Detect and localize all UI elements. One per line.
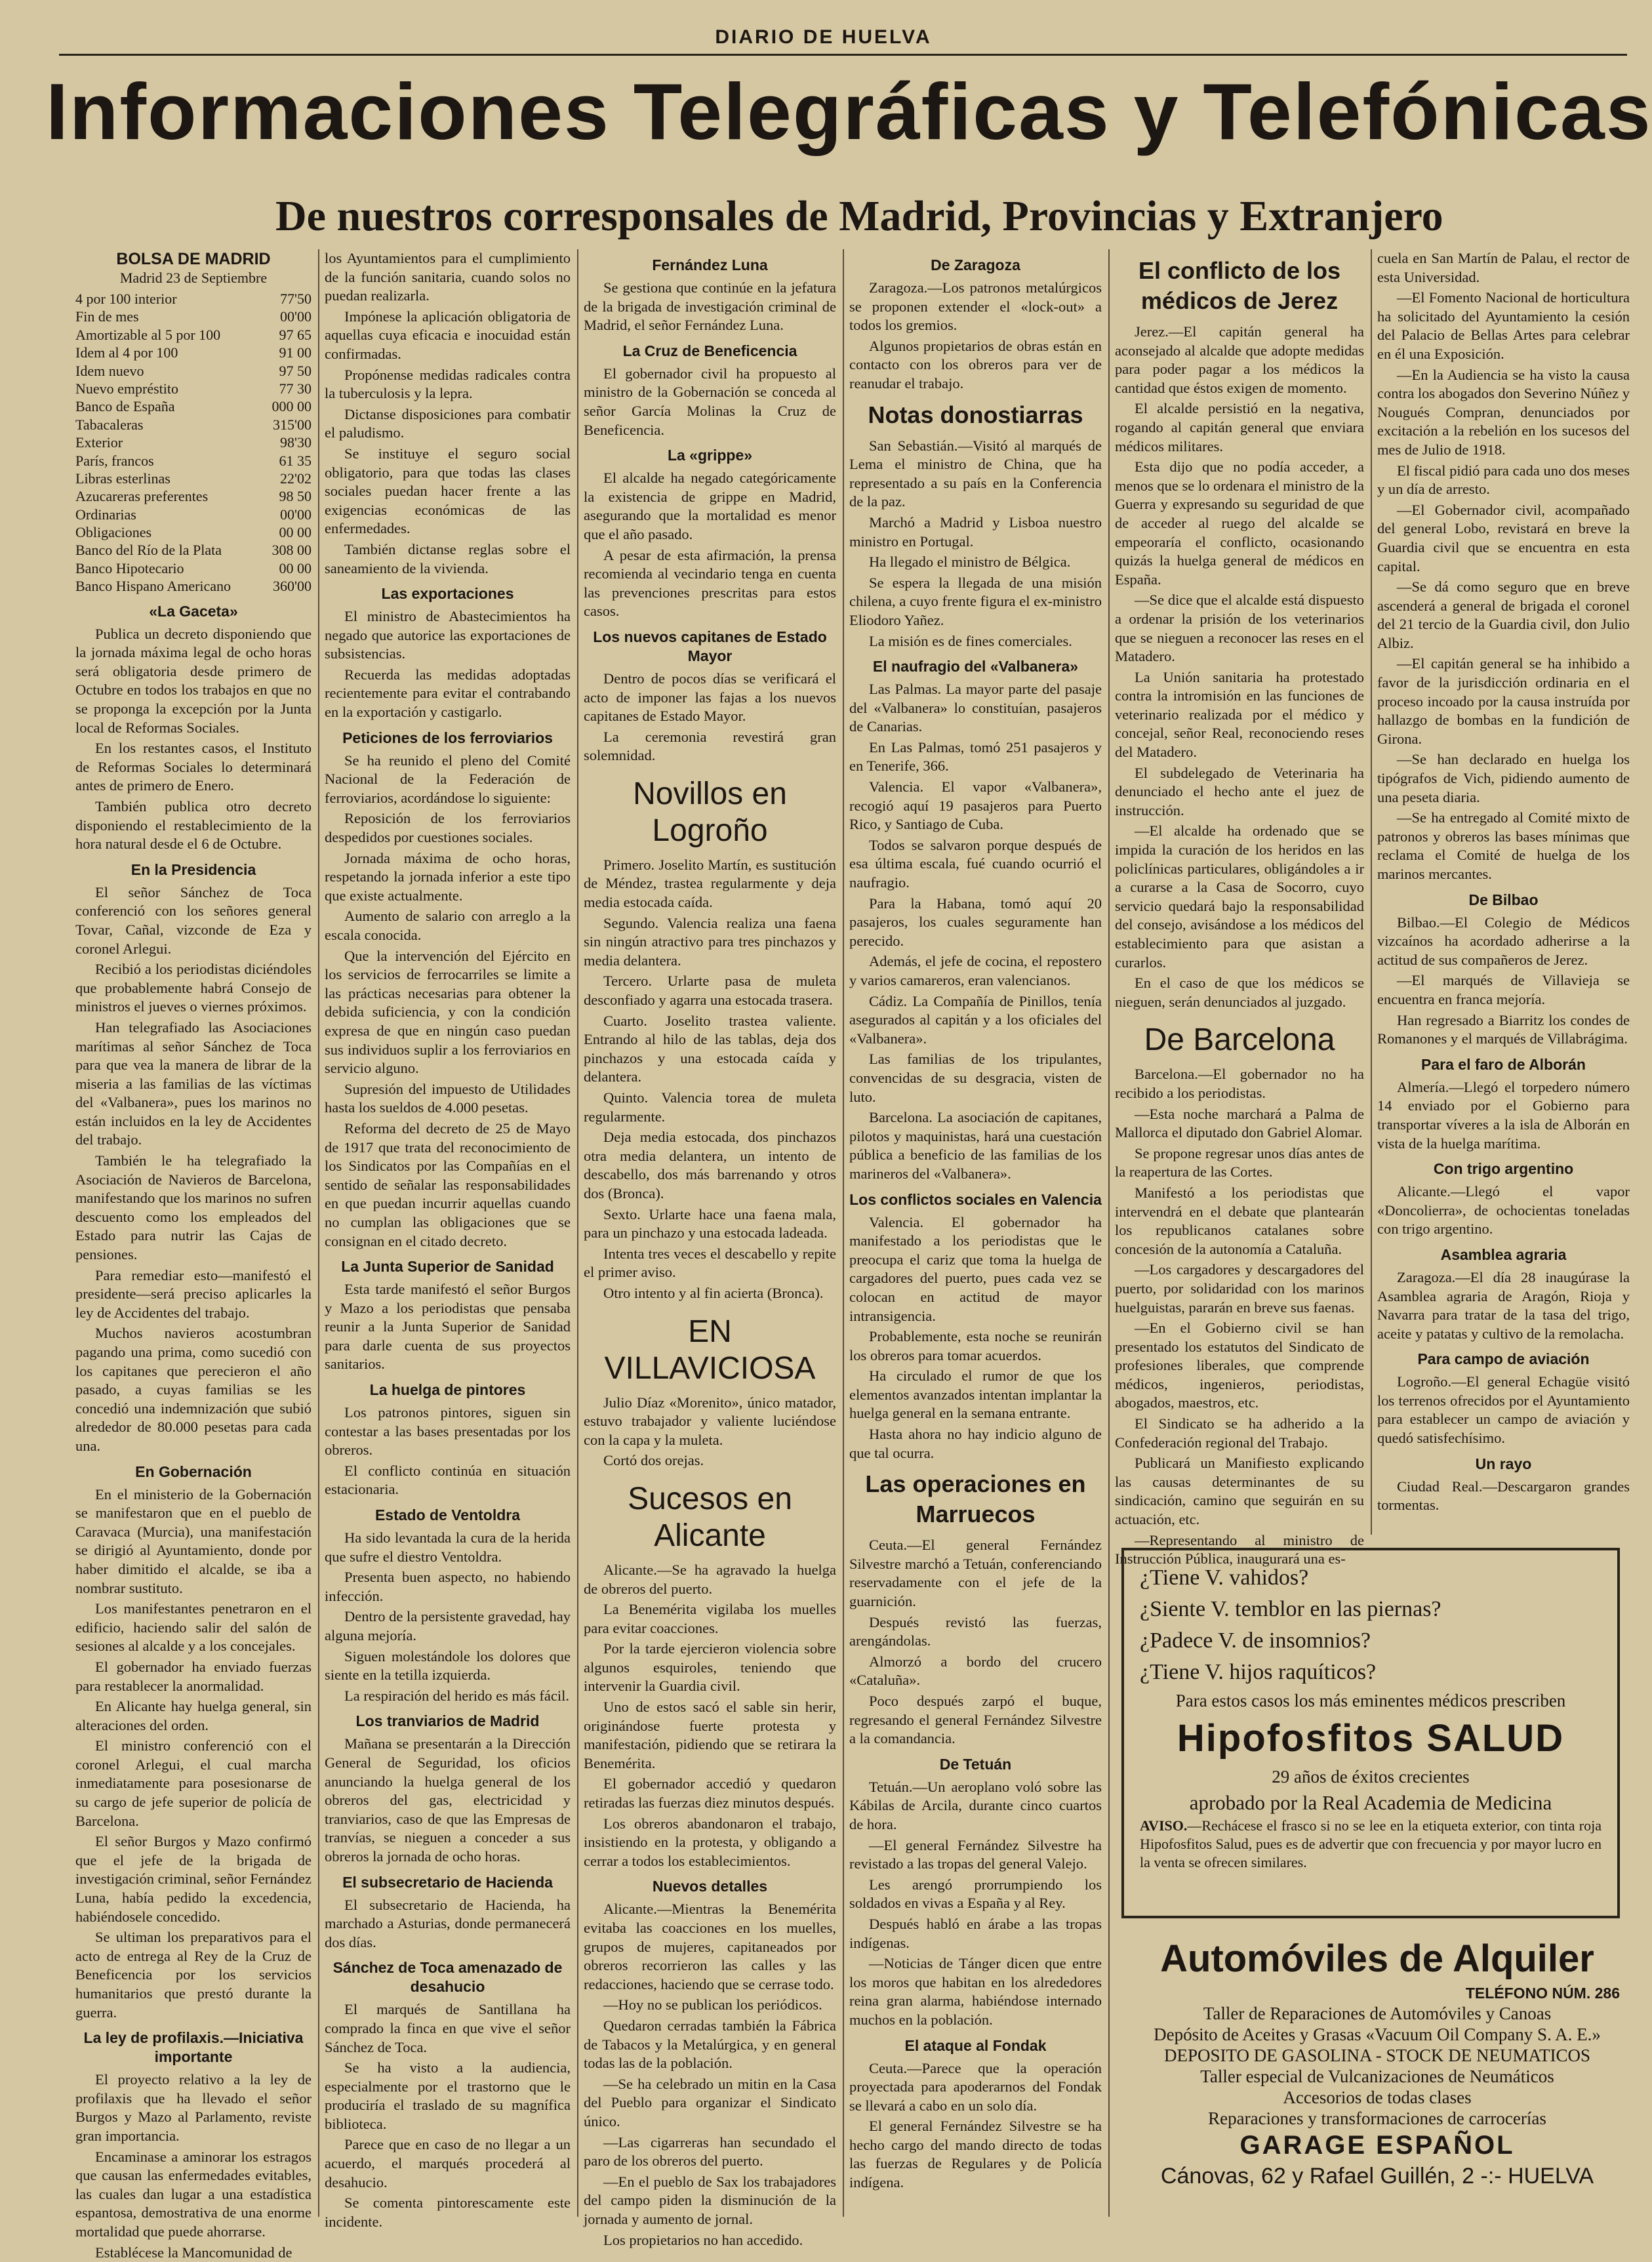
article-paragraph: Hasta ahora no hay indicio alguno de que tal ocurra. — [849, 1426, 1102, 1461]
article-heading: En la Presidencia — [131, 860, 256, 878]
article-paragraph: Han regresado a Biarritz los condes de Romanones y el marqués de Villabrágima. — [1377, 1011, 1630, 1047]
article-paragraph: El marqués de Santillana ha comprado la finca en que vive el señor Sánchez de Toca. — [325, 2001, 571, 2055]
column-divider — [318, 249, 319, 2217]
bolsa-row-label: Tabacaleras — [75, 416, 144, 433]
ad-aviso-text: —Rechácese el frasco si no se lee en la etiqueta exterior, con tinta roja Hipofosfitos Salud, pues es de advertir que con frecuencia y por mayor lucro en la venta se ofrecen similares. — [1140, 1817, 1602, 1870]
article-heading: Para el faro de Alborán — [1421, 1055, 1586, 1073]
article-heading: Un rayo — [1475, 1455, 1532, 1472]
article-paragraph: En Alicante hay huelga general, sin alteraciones del orden. — [75, 1698, 312, 1733]
article-paragraph: El gobernador civil ha propuesto al ministro de la Gobernación se conceda al señor García Molinas la Cruz de Beneficencia. — [584, 365, 836, 438]
bolsa-row-value: 97 65 — [279, 326, 312, 343]
article-paragraph: Almería.—Llegó el torpedero número 14 enviado por el Gobierno para transportar víveres a la isla de Alborán en vista de la huelga marítima. — [1377, 1078, 1630, 1152]
bolsa-row-label: Banco de España — [75, 398, 175, 415]
article-paragraph: Quinto. Valencia torea de muleta regularmente. — [584, 1089, 836, 1125]
ad-auto-line: Depósito de Aceites y Grasas «Vacuum Oil Company S. A. E.» — [1154, 2025, 1601, 2044]
article-heading: La «grippe» — [667, 447, 753, 464]
article-paragraph: Otro intento y al fin acierta (Bronca). — [603, 1284, 824, 1301]
bolsa-row-value: 22'02 — [280, 470, 312, 487]
article-paragraph: Cortó dos orejas. — [603, 1452, 704, 1469]
article-paragraph: —El capitán general se ha inhibido a favor de la jurisdicción ordinaria en el proceso incoado por la causa instruída por hallazgo de bombas en la fundición de Girona. — [1377, 655, 1630, 747]
article-paragraph: Jerez.—El capitán general ha aconsejado al alcalde que adopte medidas para poder pagar a los médicos la cantidad que éstos exigen de momento. — [1115, 323, 1364, 396]
article-paragraph: El alcalde ha negado categóricamente la existencia de grippe en Madrid, asegurando que la mortalidad es menor que el año pasado. — [584, 470, 836, 542]
article-heading: El naufragio del «Valbanera» — [872, 658, 1079, 676]
article-paragraph: Esta dijo que no podía acceder, a menos que se lo ordenara el ministro de la Guerra y expresando su seguridad de que de acceder al ruego del alcalde se empeoraría el conflicto, ocasionando quizás la huelga general de médicos en España. — [1115, 458, 1364, 588]
bolsa-row — [75, 523, 312, 541]
article-paragraph: Cuarto. Joselito trastea valiente. Entrando al hilo de las tablas, deja dos pinchazos y una estocada caída y delantera. — [584, 1012, 836, 1085]
bolsa-row — [75, 416, 312, 434]
bolsa-row-value: 00'00 — [280, 308, 312, 325]
article-heading: EN VILLAVICIOSA — [604, 1314, 816, 1386]
column-3 — [584, 249, 836, 2248]
article-heading: Las exportaciones — [381, 585, 514, 603]
article-paragraph: En los restantes casos, el Instituto de Reformas Sociales lo determinará antes de primero de Enero. — [75, 740, 312, 794]
article-paragraph: El gobernador accedió y quedaron retiradas las fuerzas diez minutos después. — [584, 1775, 836, 1811]
column-1-body — [75, 602, 312, 2262]
bolsa-row-value: 77 30 — [279, 380, 312, 397]
article-heading: La ley de profilaxis.—Iniciativa importante — [83, 2029, 304, 2066]
article-heading: Notas donostiarras — [868, 401, 1083, 428]
article-paragraph: Impónese la aplicación obligatoria de aquellas cuya eficacia e inocuidad están confirmadas. — [325, 308, 571, 362]
ad-auto-line: Taller de Reparaciones de Automóviles y Canoas — [1203, 2004, 1552, 2023]
article-paragraph: Establécese la Mancomunidad de — [95, 2244, 292, 2261]
article-paragraph: Después habló en árabe a las tropas indígenas. — [849, 1915, 1102, 1951]
article-paragraph: Han telegrafiado las Asociaciones marítimas al señor Sánchez de Toca para que vea la manera de librar de la miseria a las familias de las víctimas del «Valbanera», pues los marinos no están incluidos en la ley de Accidentes del trabajo. — [75, 1019, 312, 1148]
ad-question: ¿Tiene V. hijos raquíticos? — [1140, 1660, 1377, 1684]
article-paragraph: —Se han declarado en huelga los tipógrafos de Vich, pidiendo aumento de una peseta diaria. — [1377, 751, 1630, 805]
article-paragraph: Se instituye el seguro social obligatorio, para que todas las clases sociales puedan hacer frente a las exigencias económicas de las enfermedades. — [325, 445, 571, 537]
article-paragraph: Se ha reunido el pleno del Comité Nacional de la Federación de ferroviarios, acordándose lo siguiente: — [325, 752, 571, 806]
bolsa-row-label: Fin de mes — [75, 308, 139, 325]
article-paragraph: —El marqués de Villavieja se encuentra en franca mejoría. — [1377, 972, 1630, 1007]
column-4 — [849, 249, 1102, 2213]
article-paragraph: A pesar de esta afirmación, la prensa recomienda al vecindario tenga en cuenta las prevenciones prescritas para estos casos. — [584, 546, 836, 620]
article-paragraph: —El Gobernador civil, acompañado del general Lobo, revistará en breve la Guardia civil que se encuentra en esta capital. — [1377, 501, 1630, 575]
article-paragraph: —En el Gobierno civil se han presentado los estatutos del Sindicato de profesiones liberales, que comprende médicos, ingenieros, periodistas, abogados, maestros, etc. — [1115, 1320, 1364, 1411]
article-paragraph: La misión es de fines comerciales. — [869, 632, 1072, 649]
article-paragraph: Aumento de salario con arreglo a la escala conocida. — [325, 908, 571, 943]
bolsa-row-label: Libras esterlinas — [75, 470, 171, 487]
article-paragraph: El proyecto relativo a la ley de profilaxis que ha llevado el señor Burgos y Mazo al Parlamento, reviste gran importancia. — [75, 2071, 312, 2144]
ad-auto-line: Taller especial de Vulcanizaciones de Neumáticos — [1200, 2067, 1554, 2086]
bolsa-row-label: Banco del Río de la Plata — [75, 542, 222, 559]
article-paragraph: Segundo. Valencia realiza una faena sin ningún atractivo para tres pinchazos y media delantera. — [584, 914, 836, 969]
article-heading: La Cruz de Beneficencia — [622, 342, 797, 359]
bolsa-row-label: 4 por 100 interior — [75, 291, 177, 307]
article-paragraph: Intenta tres veces el descabello y repite el primer aviso. — [584, 1245, 836, 1281]
article-paragraph: La respiración del herido es más fácil. — [344, 1687, 569, 1704]
column-6-body — [1377, 249, 1630, 1515]
article-paragraph: Las Palmas. La mayor parte del pasaje del «Valbanera» lo constituían, pasajeros de Canarias. — [849, 681, 1102, 735]
bolsa-row-label: Ordinarias — [75, 506, 136, 523]
article-paragraph: Bilbao.—El Colegio de Médicos vizcaínos ha acordado adherirse a la actitud de sus compañeros de Jerez. — [1377, 914, 1630, 968]
bolsa-row-value: 00'00 — [280, 506, 312, 523]
bolsa-row — [75, 434, 312, 451]
bolsa-row-value: 98'30 — [280, 434, 312, 451]
bolsa-row — [75, 344, 312, 361]
article-heading: Sánchez de Toca amenazado de desahucio — [332, 1959, 563, 1996]
article-paragraph: —Se dá como seguro que en breve ascenderá a general de brigada el coronel del 21 tercio de la Guardia civil, don Julio Albiz. — [1377, 578, 1630, 651]
bolsa-row-value: 98 50 — [279, 488, 312, 505]
ad-aviso — [1140, 1817, 1602, 1872]
article-paragraph: El gobernador ha enviado fuerzas para restablecer la anormalidad. — [75, 1658, 312, 1694]
article-paragraph: El fiscal pidió para cada uno dos meses y un día de arresto. — [1377, 462, 1630, 498]
article-paragraph: Todos se salvaron porque después de esa última escala, fué cuando ocurrió el naufragio. — [849, 836, 1102, 891]
article-paragraph: Supresión del impuesto de Utilidades hasta los sueldos de 4.000 pesetas. — [325, 1080, 571, 1116]
article-paragraph: Las familias de los tripulantes, convencidas de su desgracia, visten de luto. — [849, 1051, 1102, 1105]
article-paragraph: Deja media estocada, dos pinchazos otra media delantera, un intento de descabello, dos más barrenando y otros dos (Bronca). — [584, 1129, 836, 1202]
article-paragraph: Recibió a los periodistas diciéndoles que probablemente habrá Consejo de ministros el jueves o viernes próximos. — [75, 961, 312, 1015]
article-heading: Asamblea agraria — [1440, 1245, 1567, 1263]
article-paragraph: Zaragoza.—Los patronos metalúrgicos se proponen extender el «lock-out» a todos los gremios. — [849, 279, 1102, 334]
article-paragraph: Alicante.—Mientras la Benemérita evitaba las coacciones en los muelles, grupos de mujeres, capitaneados por obreros recorrieron las calles y las redacciones, haciendo que se cerrase todo. — [584, 1901, 836, 1992]
article-paragraph: Valencia. El vapor «Valbanera», recogió aquí 19 pasajeros para Puerto Rico, y Santiago de Cuba. — [849, 778, 1102, 833]
article-paragraph: Para remediar esto—manifestó el presidente—será preciso aplicarles la ley de Accidentes del trabajo. — [75, 1266, 312, 1321]
article-paragraph: La Unión sanitaria ha protestado contra la intromisión en las funciones de veterinario realizada por el médico y concejal, señor Real, reconociendo reses del Matadero. — [1115, 668, 1364, 761]
ad-auto-line: DEPOSITO DE GASOLINA - STOCK DE NEUMATICOS — [1163, 2046, 1591, 2065]
masthead-rule — [59, 54, 1627, 56]
article-paragraph: Por la tarde ejercieron violencia sobre algunos esquiroles, teniendo que intervenir la Guardia civil. — [584, 1640, 836, 1695]
article-paragraph: Los manifestantes penetraron en el edificio, haciendo salir del salón de sesiones al alcalde y a los concejales. — [75, 1600, 312, 1655]
article-paragraph: También publica otro decreto disponiendo el restablecimiento de la hora natural desde el 6 de Octubre. — [75, 798, 312, 853]
article-heading: La huelga de pintores — [369, 1381, 526, 1399]
article-heading: Estado de Ventoldra — [374, 1506, 521, 1524]
bolsa-row-value: 315'00 — [273, 416, 312, 433]
article-heading: El subsecretario de Hacienda — [342, 1873, 553, 1891]
bolsa-row — [75, 559, 312, 577]
column-divider — [577, 249, 578, 2217]
article-heading: El ataque al Fondak — [904, 2036, 1047, 2054]
bolsa-row — [75, 470, 312, 487]
article-paragraph: Jornada máxima de ocho horas, respetando la jornada inferior a este tipo que existe actualmente. — [325, 849, 571, 904]
article-heading: Para campo de aviación — [1417, 1350, 1590, 1368]
article-paragraph: Alicante.—Se ha agravado la huelga de obreros del puerto. — [584, 1561, 836, 1597]
article-paragraph: Cádiz. La Compañía de Pinillos, tenía asegurados al capitán y a los oficiales del «Valbanera». — [849, 992, 1102, 1047]
article-paragraph: Dentro de la persistente gravedad, hay alguna mejoría. — [325, 1608, 571, 1644]
article-heading: La Junta Superior de Sanidad — [341, 1258, 554, 1276]
bolsa-row-value: 97 50 — [279, 362, 312, 379]
bolsa-table — [75, 290, 312, 596]
article-paragraph: —El general Fernández Silvestre ha revistado a las tropas del general Valejo. — [849, 1836, 1102, 1872]
article-paragraph: Dictanse disposiciones para combatir el paludismo. — [325, 405, 571, 441]
column-4-body — [849, 256, 1102, 2192]
article-paragraph: Se propone regresar unos días antes de la reapertura de las Cortes. — [1115, 1144, 1364, 1181]
bolsa-row — [75, 362, 312, 380]
article-heading: Los tranviarios de Madrid — [355, 1712, 540, 1730]
column-5 — [1115, 249, 1364, 1567]
article-heading: De Barcelona — [1144, 1022, 1335, 1058]
bolsa-row — [75, 506, 312, 523]
article-paragraph: La Benemérita vigilaba los muelles para evitar coacciones. — [584, 1601, 836, 1636]
article-heading: Novillos en Logroño — [633, 776, 787, 848]
ad-question: ¿Siente V. temblor en las piernas? — [1140, 1597, 1441, 1621]
article-paragraph: Barcelona. La asociación de capitanes, pilotos y maquinistas, hará una cuestación pública a beneficio de las familias de los marineros del «Valbanera». — [849, 1109, 1102, 1182]
article-paragraph: Poco después zarpó el buque, regresando el general Fernández Silvestre a la comandancia. — [849, 1693, 1102, 1747]
article-paragraph: Tercero. Urlarte pasa de muleta desconfiado y agarra una estocada trasera. — [584, 973, 836, 1009]
article-paragraph: Julio Díaz «Morenito», único matador, estuvo trabajador y valiente luciéndose con la capa y la muleta. — [584, 1394, 836, 1448]
article-paragraph: Esta tarde manifestó el señor Burgos y Mazo a los periodistas que pensaba reunir a la Junta Superior de Sanidad para darle cuenta de sus proyectos sanitarios. — [325, 1281, 571, 1373]
bolsa-row-value: 000 00 — [272, 398, 312, 415]
article-paragraph: El general Fernández Silvestre se ha hecho cargo del mando directo de todas las fuerzas de Regulares y de Policía indígena. — [849, 2118, 1102, 2191]
article-heading: En Gobernación — [135, 1463, 252, 1480]
article-paragraph: El Sindicato se ha adherido a la Confederación regional del Trabajo. — [1115, 1415, 1364, 1451]
article-paragraph: El ministro conferenció con el coronel Arlegui, el cual marcha inmediatamente para posesionarse de su cargo de jefe superior de policía de Barcelona. — [75, 1737, 312, 1829]
ad-aviso-label: AVISO. — [1140, 1817, 1188, 1834]
column-divider — [843, 249, 844, 2217]
article-heading: Los nuevos capitanes de Estado Mayor — [593, 628, 827, 664]
article-paragraph: Además, el jefe de cocina, el repostero y varios camareros, eran valencianos. — [849, 953, 1102, 988]
article-paragraph: El subsecretario de Hacienda, ha marchado a Asturias, donde permanecerá dos días. — [325, 1896, 571, 1950]
article-paragraph: Se ultiman los preparativos para el acto de entrega al Rey de la Cruz de Beneficencia por los servicios humanitarios que prestó durante la guerra. — [75, 1929, 312, 2021]
article-paragraph: Reforma del decreto de 25 de Mayo de 1917 que trata del reconocimiento de los Sindicatos por las Compañías en el sentido de señalar las responsabilidades en que puedan incurrir aquellas cuando no cumplan las obligaciones que se consignan en el citado decreto. — [325, 1120, 571, 1249]
article-paragraph: —Esta noche marchará a Palma de Mallorca el diputado don Gabriel Alomar. — [1115, 1105, 1364, 1141]
ad-brand: Hipofosfitos SALUD — [1177, 1717, 1565, 1760]
article-paragraph: Se espera la llegada de una misión chilena, a cuyo frente figura el ex-ministro Eliodoro Yañez. — [849, 574, 1102, 628]
bolsa-row-label: Obligaciones — [75, 524, 152, 541]
article-paragraph: Logroño.—El general Echagüe visitó los terrenos ofrecidos por el Ayuntamiento para establecer un campo de aviación y quedó satisfechísimo. — [1377, 1373, 1630, 1447]
bolsa-row — [75, 487, 312, 505]
bolsa-row-label: Idem nuevo — [75, 362, 144, 379]
article-heading: De Bilbao — [1468, 891, 1539, 908]
article-paragraph: Ceuta.—El general Fernández Silvestre marchó a Tetuán, conferenciando reservadamente con el jefe de la guarnición. — [849, 1537, 1102, 1610]
article-paragraph: Ha sido levantada la cura de la herida que sufre el diestro Ventoldra. — [325, 1529, 571, 1565]
article-paragraph: —El Fomento Nacional de horticultura ha solicitado del Ayuntamiento la cesión del Palacio de Bellas Artes para celebrar en él una Exposición. — [1377, 289, 1630, 362]
ad-question: ¿Tiene V. vahidos? — [1140, 1565, 1309, 1590]
article-paragraph: Probablemente, esta noche se reunirán los obreros para tomar acuerdos. — [849, 1328, 1102, 1363]
article-paragraph: Encaminase a aminorar los estragos que causan las enfermedades evitables, las cuales dan lugar a una estadística espantosa, demostrativa de una enorme mortalidad que puede ahorrarse. — [75, 2148, 312, 2240]
article-paragraph: Tetuán.—Un aeroplano voló sobre las Kábilas de Arcila, durante cinco cuartos de hora. — [849, 1778, 1102, 1832]
article-heading: Fernández Luna — [652, 256, 768, 273]
ad-auto-phone: TELÉFONO NÚM. 286 — [1465, 1985, 1620, 2002]
article-paragraph: También dictanse reglas sobre el saneamiento de la vivienda. — [325, 540, 571, 576]
bolsa-row — [75, 397, 312, 415]
article-paragraph: —El alcalde ha ordenado que se impida la curación de los heridos en las policlínicas particulares, obligándoles a ir a curarse a la Casa de Socorro, cuyo servicio quedará bajo la responsabilidad del consejo, avisándose a los médicos del establecimiento para que asistan a curarlos. — [1115, 822, 1364, 971]
article-paragraph: Almorzó a bordo del crucero «Cataluña». — [849, 1653, 1102, 1689]
ad-auto-title: Automóviles de Alquiler — [1160, 1937, 1594, 1980]
article-paragraph: San Sebastián.—Visitó al marqués de Lema el ministro de China, que ha representado a su país en la Conferencia de la paz. — [849, 437, 1102, 510]
article-paragraph: Parece que en caso de no llegar a un acuerdo, el marqués procederá al desahucio. — [325, 2136, 571, 2191]
article-paragraph: Marchó a Madrid y Lisboa nuestro ministro en Portugal. — [849, 514, 1102, 550]
article-paragraph: cuela en San Martín de Palau, el rector de esta Universidad. — [1377, 250, 1630, 285]
bolsa-row-label: Amortizable al 5 por 100 — [75, 326, 221, 343]
article-heading: Con trigo argentino — [1433, 1160, 1574, 1178]
article-paragraph: Se comenta pintorescamente este incidente. — [325, 2194, 571, 2230]
bolsa-row-value: 61 35 — [279, 452, 312, 469]
article-paragraph: El señor Burgos y Mazo confirmó que el jefe de la brigada de investigación criminal, señor Fernández Luna, había pedido la excedencia, habiéndosele concedido. — [75, 1833, 312, 1925]
article-paragraph: Valencia. El gobernador ha manifestado a los periodistas que le preocupa el cariz que toma la huelga de cargadores del puerto, pues cada vez se colocan en actitud de mayor intransigencia. — [849, 1213, 1102, 1324]
bolsa-row-value: 00 00 — [279, 559, 312, 576]
bolsa-row — [75, 541, 312, 559]
article-paragraph: Propónense medidas radicales contra la tuberculosis y la lepra. — [325, 366, 571, 402]
article-paragraph: Se ha visto a la audiencia, especialmente por el trastorno que le produciría el traslado de su magnífica biblioteca. — [325, 2059, 571, 2132]
article-paragraph: También le ha telegrafiado la Asociación de Navieros de Barcelona, manifestando que los marinos no sufren descuento como los empleados del Estado para nutrir las Cajas de pensiones. — [75, 1152, 312, 1263]
article-paragraph: Dentro de pocos días se verificará el acto de imponer las fajas a los nuevos capitanes de Estado Mayor. — [584, 670, 836, 725]
page-subheadline: De nuestros corresponsales de Madrid, Provincias y Extranjero — [275, 192, 1443, 240]
article-paragraph: Mañana se presentarán a la Dirección General de Seguridad, los oficios anunciando la huelga general de los obreros del gas, electricidad y tranviarios, caso de que las Empresas de tranvías, se nieguen a conceder a sus obreros la jornada de ocho horas. — [325, 1735, 571, 1865]
bolsa-row-value: 91 00 — [279, 344, 312, 361]
bolsa-title: BOLSA DE MADRID — [116, 250, 271, 268]
article-paragraph: El conflicto continúa en situación estacionaria. — [325, 1462, 571, 1498]
column-2-body — [325, 249, 571, 2231]
ad-auto-line: Accesorios de todas clases — [1283, 2088, 1472, 2107]
article-paragraph: Manifestó a los periodistas que intervendrá en el debate que plantearán los republicanos catalanes sobre concesión de la autonomía a Cataluña. — [1115, 1184, 1364, 1257]
article-paragraph: Publica un decreto disponiendo que la jornada máxima legal de ocho horas será obligatoria desde primero de Octubre en todos los trabajos en que no se proponga la excepción por la Junta local de Reformas Sociales. — [75, 625, 312, 736]
ad-question: ¿Padece V. de insomnios? — [1140, 1628, 1371, 1653]
ad-auto-line: Reparaciones y transformaciones de carrocerías — [1208, 2109, 1546, 2128]
article-paragraph: Publicará un Manifiesto explicando las causas determinantes de su sindicación, camino que seguirán en su actuación, etc. — [1115, 1455, 1364, 1528]
article-paragraph: El señor Sánchez de Toca conferenció con los señores general Tovar, Cañal, vizconde de Eza y coronel Arlegui. — [75, 883, 312, 957]
bolsa-row-label: Banco Hipotecario — [75, 559, 184, 576]
article-paragraph: El subdelegado de Veterinaria ha denunciado el hecho ante el juez de instrucción. — [1115, 764, 1364, 818]
bolsa-date: Madrid 23 de Septiembre — [119, 270, 268, 286]
article-heading: «La Gaceta» — [149, 602, 238, 620]
ad-years: 29 años de éxitos crecientes — [1272, 1767, 1470, 1787]
article-paragraph: Siguen molestándole los dolores que siente en la tetilla izquierda. — [325, 1647, 571, 1684]
article-paragraph: La ceremonia revestirá gran solemnidad. — [584, 728, 836, 764]
article-paragraph: En Las Palmas, tomó 251 pasajeros y en Tenerife, 366. — [849, 738, 1102, 775]
article-paragraph: Sexto. Urlarte hace una faena mala, para un pinchazo y una estocada ladeada. — [584, 1205, 836, 1242]
article-paragraph: —En el pueblo de Sax los trabajadores del campo piden la disminución de la jornada y aumento de jornal. — [584, 2173, 836, 2227]
article-heading: De Tetuán — [939, 1755, 1012, 1773]
article-paragraph: —Se dice que el alcalde está dispuesto a ordenar la prisión de los veterinarios que se nieguen a reconocer las reses en el Matadero. — [1115, 592, 1364, 665]
ad-auto-garage: GARAGE ESPAÑOL — [1239, 2131, 1515, 2160]
article-paragraph: Barcelona.—El gobernador no ha recibido a los periodistas. — [1115, 1066, 1364, 1101]
bolsa-row — [75, 577, 312, 595]
article-paragraph: Ceuta.—Parece que la operación proyectada para apoderarnos del Fondak se llevará a cabo en un solo día. — [849, 2059, 1102, 2114]
article-paragraph: —Se ha celebrado un mitin en la Casa del Pueblo para organizar el Sindicato único. — [584, 2075, 836, 2130]
article-paragraph: —Las cigarreras han secundado el paro de los obreros del puerto. — [584, 2133, 836, 2170]
article-heading: Los conflictos sociales en Valencia — [849, 1190, 1102, 1208]
bolsa-row — [75, 380, 312, 397]
bolsa-row-label: Azucareras preferentes — [75, 488, 209, 505]
bolsa-row-value: 00 00 — [279, 524, 312, 541]
bolsa-row-value: 360'00 — [273, 578, 312, 595]
article-paragraph: Les arengó prorrumpiendo los soldados en vivas a España y al Rey. — [849, 1876, 1102, 1912]
article-paragraph: En el ministerio de la Gobernación se manifestaron que en el pueblo de Caravaca (Murcia), una manifestación se dirigió al Ayuntamiento, donde por haber dimitido el alcalde, se iba a nombrar sustituto. — [75, 1485, 312, 1596]
bolsa-row-label: París, francos — [75, 452, 154, 469]
article-heading: El conflicto de los médicos de Jerez — [1138, 257, 1341, 314]
bolsa-row-label: Idem al 4 por 100 — [75, 344, 178, 361]
bolsa-row — [75, 308, 312, 325]
article-paragraph: —Noticias de Tánger dicen que entre los moros que habitan en los alrededores reina gran alarma, habiéndose internado muchos en la población. — [849, 1955, 1102, 2028]
masthead-name: DIARIO DE HUELVA — [715, 26, 932, 48]
article-paragraph: El ministro de Abastecimientos ha negado que autorice las exportaciones de subsistencias. — [325, 608, 571, 662]
article-paragraph: —Representando al ministro de Instrucción Pública, inaugurará una es- — [1115, 1531, 1364, 1567]
article-paragraph: Los patronos pintores, siguen sin contestar a las bases presentadas por los obreros. — [325, 1404, 571, 1459]
ad-intro: Para estos casos los más eminentes médicos prescriben — [1175, 1691, 1566, 1710]
article-paragraph: En el caso de que los médicos se nieguen, serán denunciados al juzgado. — [1115, 975, 1364, 1010]
article-heading: Sucesos en Alicante — [628, 1481, 792, 1553]
page-headline: Informaciones Telegráficas y Telefónicas — [46, 67, 1652, 156]
article-paragraph: Alicante.—Llegó el vapor «Doncolierra», de ochocientas toneladas con trigo argentino. — [1377, 1183, 1630, 1238]
article-paragraph: Ha circulado el rumor de que los elementos avanzados intentan implantar la huelga general en la semana entrante. — [849, 1367, 1102, 1422]
article-heading: Las operaciones en Marruecos — [865, 1470, 1086, 1528]
bolsa-row-value: 77'50 — [280, 291, 312, 307]
article-paragraph: Zaragoza.—El día 28 inaugúrase la Asamblea agraria de Aragón, Rioja y Navarra para tratar de la tasa del trigo, aceite y patatas y cultivo de la remolacha. — [1377, 1268, 1630, 1342]
ad-approved: aprobado por la Real Academia de Medicina — [1189, 1791, 1552, 1814]
bolsa-row-value: 308 00 — [272, 542, 312, 559]
article-paragraph: Ha llegado el ministro de Bélgica. — [869, 554, 1071, 571]
bolsa-row-label: Exterior — [75, 434, 123, 451]
column-divider — [1371, 249, 1372, 1535]
column-3-body — [584, 256, 836, 2250]
article-paragraph: Después revistó las fuerzas, arengándolas. — [849, 1613, 1102, 1649]
article-paragraph: Los obreros abandonaron el trabajo, insistiendo en la protesta, y obligando a cerrar a todos los establecimientos. — [584, 1815, 836, 1869]
article-heading: Nuevos detalles — [652, 1878, 768, 1895]
article-paragraph: Reposición de los ferroviarios despedidos por cuestiones sociales. — [325, 810, 571, 846]
article-paragraph: El alcalde persistió en la negativa, rogando al capitán general que enviara médicos militares. — [1115, 400, 1364, 454]
article-paragraph: Presenta buen aspecto, no habiendo infección. — [325, 1569, 571, 1604]
article-paragraph: Que la intervención del Ejército en los servicios de ferrocarriles se limite a las prácticas necesarias para obtener la debida suficiencia, y con la condición expresa de que en ningún caso puedan sus individuos suplir a los ferroviarios en servicio alguno. — [325, 947, 571, 1077]
article-paragraph: Algunos propietarios de obras están en contacto con los obreros para ver de reanudar el trabajo. — [849, 337, 1102, 392]
article-paragraph: Ciudad Real.—Descargaron grandes tormentas. — [1377, 1478, 1630, 1514]
hipofosfitos-ad — [1121, 1548, 1620, 1918]
article-heading: Peticiones de los ferroviarios — [342, 729, 553, 746]
article-paragraph: Los propietarios no han accedido. — [603, 2231, 803, 2248]
article-paragraph: Primero. Joselito Martín, es sustitución de Méndez, trastea regularmente y deja media estocada caída. — [584, 856, 836, 911]
bolsa-row — [75, 452, 312, 470]
bolsa-row — [75, 326, 312, 344]
column-2 — [325, 249, 571, 2230]
article-paragraph: —En la Audiencia se ha visto la causa contra los abogados don Severino Núñez y Nougués Compran, denunciados por excitación a la rebelión en los sucesos del mes de Julio de 1918. — [1377, 366, 1630, 458]
article-paragraph: Uno de estos sacó el sable sin herir, originándose fuerte protesta y manifestación, pidiendo que se retirara la Benemérita. — [584, 1699, 836, 1771]
bolsa-row-label: Banco Hispano Americano — [75, 578, 232, 595]
bolsa-row-label: Nuevo empréstito — [75, 380, 179, 397]
article-paragraph: —Los cargadores y descargadores del puerto, por solidaridad con los marinos huelguistas, pararán en breve sus faenas. — [1115, 1261, 1364, 1316]
automoviles-ad — [1121, 1935, 1633, 2223]
article-paragraph: Muchos navieros acostumbran pagando una prima, como sucedió con los capitanes que perecieron el año pasado, a cuyas familias se les concedió una indemnización que subió alrededor de 80.000 pesetas para cada una. — [75, 1325, 312, 1454]
article-paragraph: —Se ha entregado al Comité mixto de patronos y obreros las bases mínimas que reclama el Comité de huelga de los marinos mercantes. — [1377, 809, 1630, 882]
column-1 — [75, 249, 312, 2261]
column-divider — [1108, 249, 1110, 2217]
article-paragraph: Para la Habana, tomó aquí 20 pasajeros, los cuales seguramente han perecido. — [849, 895, 1102, 949]
article-paragraph: Se gestiona que continúe en la jefatura de la brigada de investigación criminal de Madrid, el señor Fernández Luna. — [584, 279, 836, 334]
column-6 — [1377, 249, 1630, 1535]
article-heading: De Zaragoza — [931, 256, 1020, 273]
ad-auto-address: Cánovas, 62 y Rafael Guillén, 2 -:- HUELVA — [1160, 2164, 1594, 2189]
article-paragraph: —Hoy no se publican los periódicos. — [603, 1996, 822, 2013]
article-paragraph: Quedaron cerradas también la Fábrica de Tabacos y la Metalúrgica, y en general todas las de la población. — [584, 2017, 836, 2072]
bolsa-row — [75, 290, 312, 308]
article-paragraph: los Ayuntamientos para el cumplimiento de la función sanitaria, cuando solos no puedan realizarla. — [325, 250, 571, 304]
article-paragraph: Recuerda las medidas adoptadas recientemente para evitar el contrabando en la exportación y castigarlo. — [325, 666, 571, 721]
column-5-body — [1115, 256, 1364, 1569]
